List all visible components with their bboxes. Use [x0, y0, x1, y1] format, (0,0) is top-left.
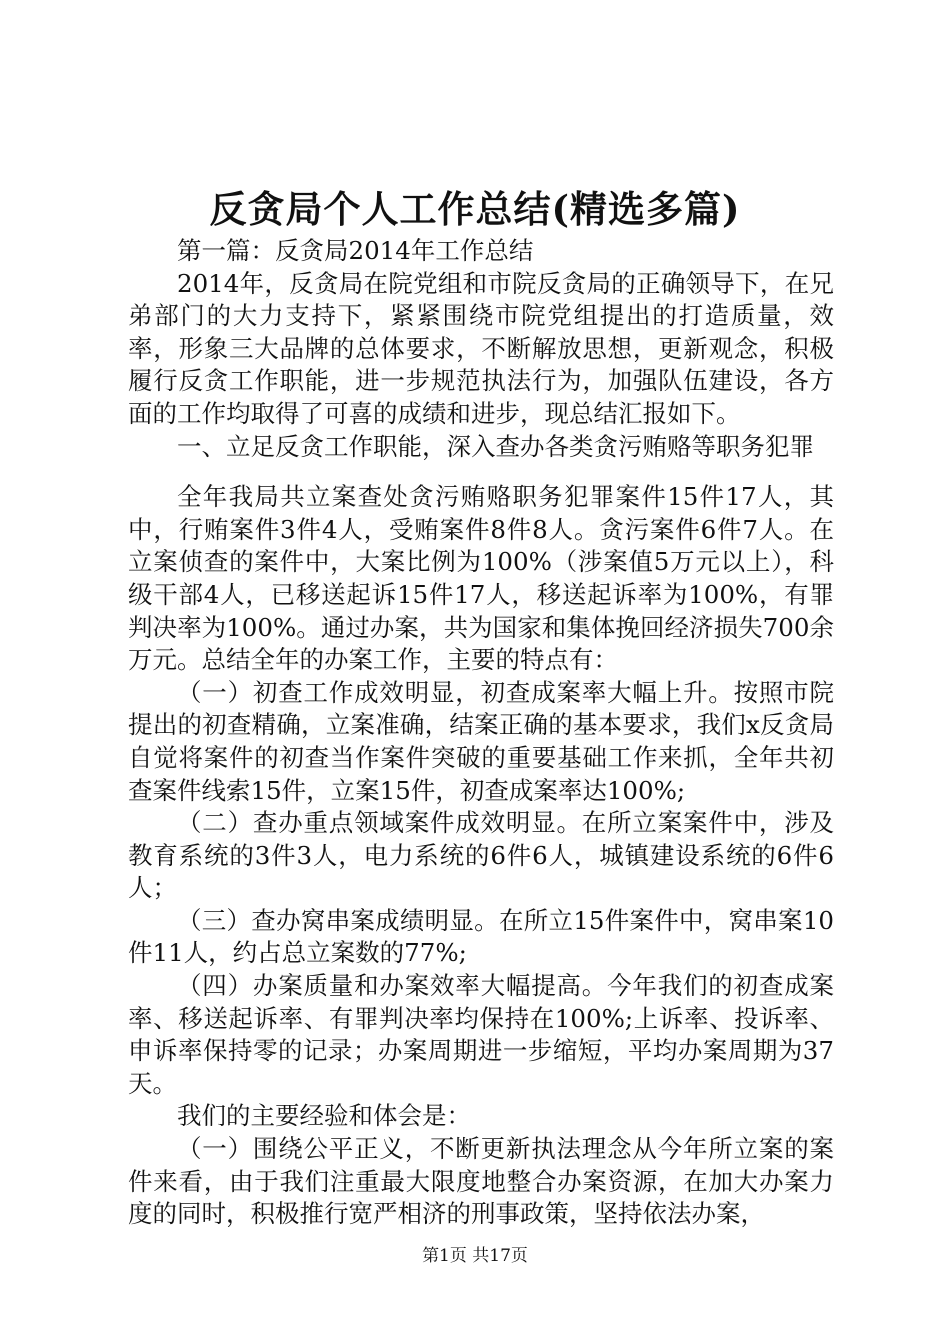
- subsection-heading: 一、立足反贪工作职能，深入查办各类贪污贿赂等职务犯罪: [177, 431, 814, 461]
- point-3-paragraph: （三）查办窝串案成绩明显。在所立15件案件中，窝串案10件11人，约占总立案数的77%;: [128, 905, 834, 968]
- page-number-footer: 第1页 共17页: [422, 1246, 528, 1266]
- point-1-paragraph: （一）初查工作成效明显，初查成案率大幅上升。按照市院提出的初查精确，立案准确，结案正确的基本要求，我们x反贪局自觉将案件的初查当作案件突破的重要基础工作来抓，全年共初查案件线索15件，立案15件，初查成案率达100%;: [128, 677, 834, 805]
- point-4-paragraph: （四）办案质量和办案效率大幅提高。今年我们的初查成案率、移送起诉率、有罪判决率均保持在100%;上诉率、投诉率、申诉率保持零的记录；办案周期进一步缩短，平均办案周期为37天。: [128, 971, 834, 1098]
- document-title: 反贪局个人工作总结(精选多篇): [209, 187, 741, 231]
- document-body: [128, 235, 834, 1231]
- section-heading: 第一篇：反贪局2014年工作总结: [177, 236, 534, 265]
- case-statistics-paragraph: 全年我局共立案查处贪污贿赂职务犯罪案件15件17人，其中，行贿案件3件4人，受贿案件8件8人。贪污案件6件7人。在立案侦查的案件中，大案比例为100%（涉案值5万元以上），科级干部4人，已移送起诉15件17人，移送起诉率为100%，有罪判决率为100%。通过办案，共为国家和集体挽回经济损失700余万元。总结全年的办案工作，主要的特点有：: [128, 482, 834, 675]
- experience-heading: 我们的主要经验和体会是：: [177, 1101, 471, 1131]
- point-2-paragraph: （二）查办重点领域案件成效明显。在所立案案件中，涉及教育系统的3件3人，电力系统的6件6人，城镇建设系统的6件6人；: [128, 808, 834, 903]
- experience-1-paragraph: （一）围绕公平正义，不断更新执法理念从今年所立案的案件来看，由于我们注重最大限度地整合办案资源，在加大办案力度的同时，积极推行宽严相济的刑事政策，坚持依法办案，: [128, 1134, 834, 1229]
- intro-paragraph: 2014年，反贪局在院党组和市院反贪局的正确领导下，在兄弟部门的大力支持下，紧紧围绕市院党组提出的打造质量，效率，形象三大品牌的总体要求，不断解放思想，更新观念，积极履行反贪工作职能，进一步规范执法行为，加强队伍建设，各方面的工作均取得了可喜的成绩和进步，现总结汇报如下。: [128, 268, 834, 428]
